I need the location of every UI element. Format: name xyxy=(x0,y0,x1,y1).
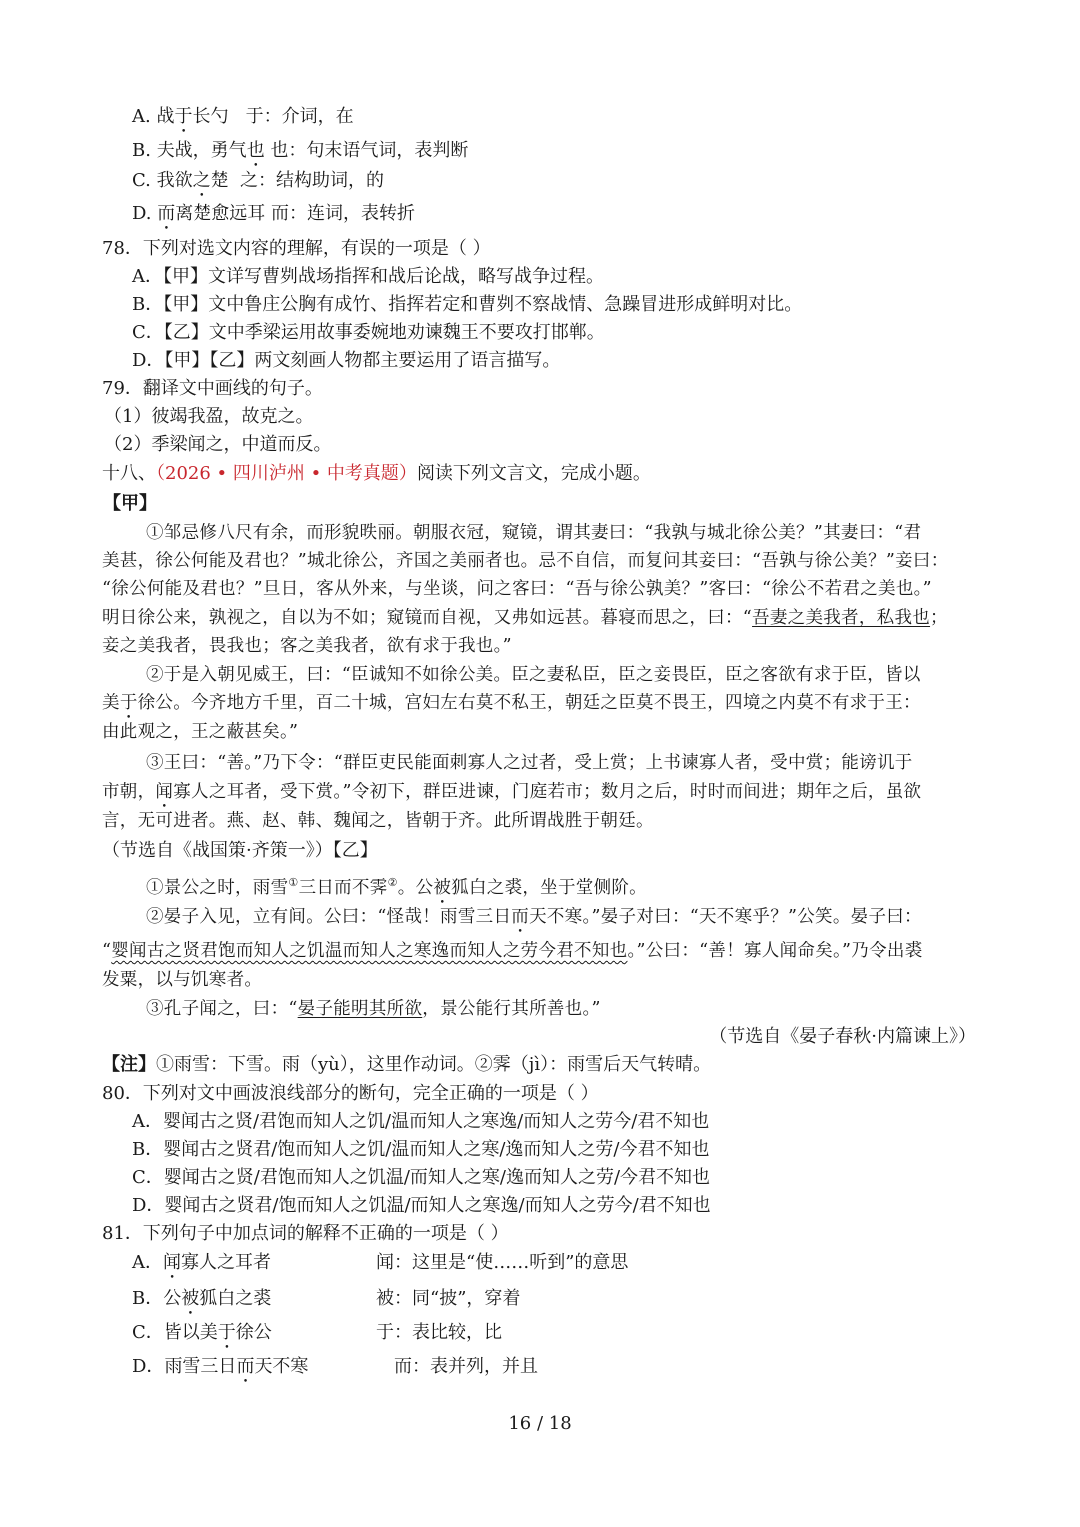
jia-line: 言，无可进者。燕、赵、韩、魏闻之，皆朝于齐。此所谓战胜于朝廷。 xyxy=(102,811,654,831)
exam-source: （2026 • 四川泸州 • 中考真题） xyxy=(156,463,417,484)
q77-option-c: C. 我欲之楚 之：结构助词，的 xyxy=(132,170,385,191)
q78-option-d: D．【甲】【乙】两文刻画人物都主要运用了语言描写。 xyxy=(132,350,561,371)
q78-option-c: C．【乙】文中季梁运用故事委婉地劝谏魏王不要攻打邯郸。 xyxy=(132,322,605,343)
q81-option-c: C．皆以美于徐公 xyxy=(132,1322,272,1343)
page-number: 16 / 18 xyxy=(508,1413,572,1434)
jia-source-yi-label: （节选自《战国策·齐策一》）【乙】 xyxy=(102,840,378,861)
q81-option-d-explanation: 而：表并列，并且 xyxy=(394,1356,538,1377)
q77-option-a: A. 战于长勺 于：介词，在 xyxy=(132,106,354,127)
q80-stem: 80．下列对文中画波浪线部分的断句，完全正确的一项是（ ） xyxy=(102,1083,599,1104)
jia-line: 妾之美我者，畏我也；客之美我者，欲有求于我也。” xyxy=(102,636,512,656)
jia-line: “徐公何能及君也？”旦日，客从外来，与坐谈，问之客曰：“吾与徐公孰美？”客曰：“徐公不若君之美也。” xyxy=(102,579,932,599)
yi-line: “婴闻古之贤君饱而知人之饥温而知人之寒逸而知人之劳今君不知也。”公曰：“善！寡人闻命矣。”乃令出裘 xyxy=(102,941,923,961)
q78-option-b: B．【甲】文中鲁庄公胸有成竹、指挥若定和曹刿不察战情、急躁冒进形成鲜明对比。 xyxy=(132,294,803,315)
q81-option-b-explanation: 被：同“披”，穿着 xyxy=(376,1288,521,1309)
yi-line: ②晏子入见，立有间。公曰：“怪哉！雨雪三日而天不寒。”晏子对曰：“天不寒乎？”公笑。晏子曰： xyxy=(146,907,922,927)
q78-stem: 78．下列对选文内容的理解，有误的一项是（ ） xyxy=(102,238,491,259)
q81-stem: 81．下列句子中加点词的解释不正确的一项是（ ） xyxy=(102,1223,509,1244)
q80-option-a: A．婴闻古之贤/君饱而知人之饥/温而知人之寒逸/而知人之劳今/君不知也 xyxy=(132,1111,710,1132)
q79-stem: 79．翻译文中画线的句子。 xyxy=(102,378,323,399)
q79-item-1: （1）彼竭我盈，故克之。 xyxy=(104,406,314,427)
yi-line: ①景公之时，雨雪①三日而不霁②。公被狐白之裘，坐于堂侧阶。 xyxy=(146,876,647,898)
q79-item-2: （2）季梁闻之，中道而反。 xyxy=(104,434,332,455)
q77-option-d: D. 而离楚愈远耳 而：连词，表转折 xyxy=(132,203,415,224)
q81-option-a: A．闻寡人之耳者 xyxy=(132,1252,271,1273)
jia-line: ②于是入朝见威王，曰：“臣诚知不如徐公美。臣之妻私臣，臣之妾畏臣，臣之客欲有求于臣，皆以 xyxy=(146,665,921,685)
yi-source: （节选自《晏子春秋·内篇谏上》） xyxy=(709,1026,976,1047)
section-18-header: 十八、（2026 • 四川泸州 • 中考真题）阅读下列文言文，完成小题。 xyxy=(102,463,651,484)
jia-line: 美于徐公。今齐地方千里，百二十城，宫妇左右莫不私王，朝廷之臣莫不畏王，四境之内莫不有求于王： xyxy=(102,693,921,713)
jia-line: ③王曰：“善。”乃下令：“群臣吏民能面刺寡人之过者，受上赏；上书谏寡人者，受中赏；能谤讥于 xyxy=(146,753,913,773)
q80-option-d: D．婴闻古之贤君/饱而知人之饥温/而知人之寒逸/而知人之劳今/君不知也 xyxy=(132,1195,711,1216)
q80-option-b: B．婴闻古之贤君/饱而知人之饥/温而知人之寒/逸而知人之劳/今君不知也 xyxy=(132,1139,710,1160)
passage-jia-label: 【甲】 xyxy=(103,493,157,514)
yi-line: ③孔子闻之，曰：“晏子能明其所欲，景公能行其所善也。” xyxy=(146,999,601,1019)
wavy-line-sentence: 婴闻古之贤君饱而知人之饥温而知人之寒逸而知人之劳今君不知也 xyxy=(111,941,628,961)
q77-option-b: B. 夫战，勇气也 也：句末语气词，表判断 xyxy=(132,140,469,161)
q81-option-d: D．雨雪三日而天不寒 xyxy=(132,1356,309,1377)
annotation-note: 【注】①雨雪：下雪。雨（yù），这里作动词。②霁（jì）：雨雪后天气转晴。 xyxy=(102,1054,712,1075)
jia-line: ①邹忌修八尺有余，而形貌昳丽。朝服衣冠，窥镜，谓其妻曰：“我孰与城北徐公美？”其妻曰：“君 xyxy=(146,523,922,543)
yi-line: 发粟，以与饥寒者。 xyxy=(102,970,263,990)
jia-line: 美甚，徐公何能及君也？”城北徐公，齐国之美丽者也。忌不自信，而复问其妾曰：“吾孰与徐公美？”妾曰： xyxy=(102,551,949,571)
q81-option-b: B．公被狐白之裘 xyxy=(132,1288,272,1309)
underlined-sentence: 吾妻之美我者，私我也 xyxy=(752,608,931,628)
q81-option-c-explanation: 于：表比较，比 xyxy=(376,1322,502,1343)
q78-option-a: A．【甲】文详写曹刿战场指挥和战后论战，略写战争过程。 xyxy=(132,266,604,287)
jia-line: 明日徐公来，孰视之，自以为不如；窥镜而自视，又弗如远甚。暮寝而思之，曰：“吾妻之美我者，私我也； xyxy=(102,608,948,628)
underlined-sentence: 晏子能明其所欲 xyxy=(297,999,423,1019)
jia-line: 由此观之，王之蔽甚矣。” xyxy=(102,722,299,742)
q81-option-a-explanation: 闻：这里是“使……听到”的意思 xyxy=(376,1252,629,1273)
jia-line: 市朝，闻寡人之耳者，受下赏。”令初下，群臣进谏，门庭若市；数月之后，时时而间进；期年之后，虽欲 xyxy=(102,782,922,802)
q80-option-c: C．婴闻古之贤/君饱而知人之饥温/而知人之寒/逸而知人之劳/今君不知也 xyxy=(132,1167,711,1188)
